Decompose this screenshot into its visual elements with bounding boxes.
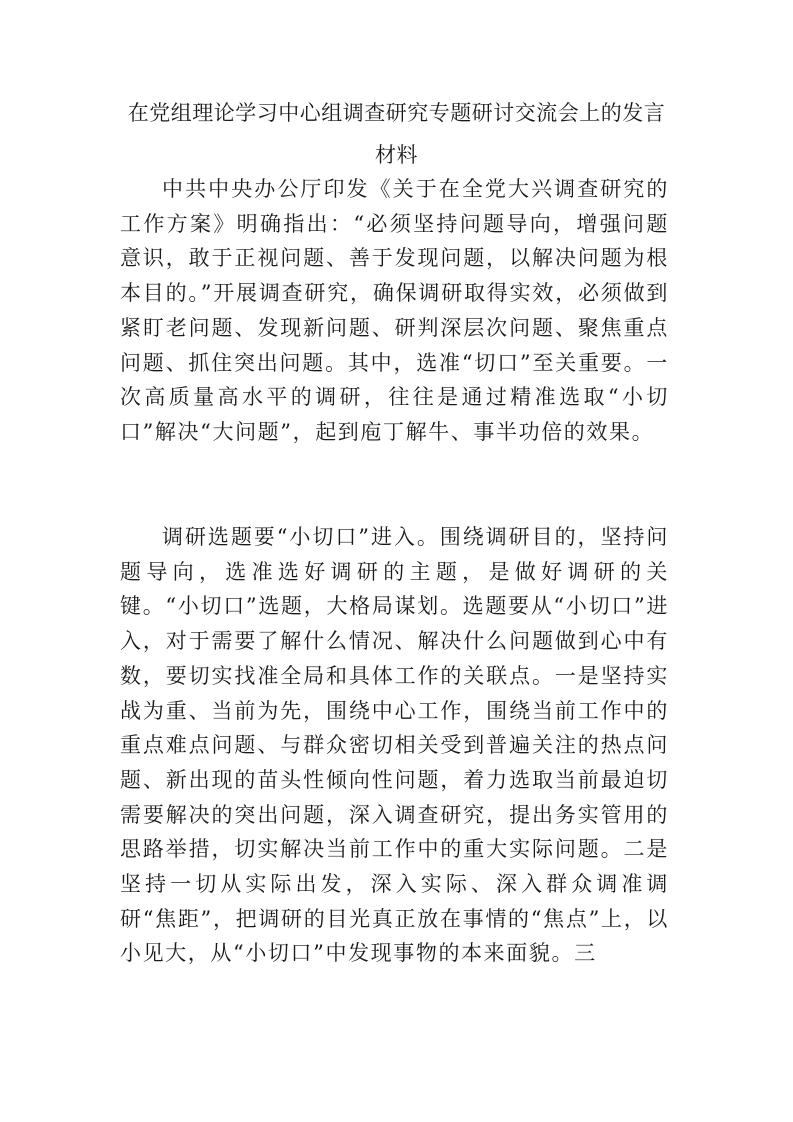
paragraph-topic-selection: 调研选题要“小切口”进入。围绕调研目的，坚持问题导向，选准选好调研的主题，是做好调研的关键。“小切口”选题，大格局谋划。选题要从“小切口”进入，对于需要了解什么情况、解决什么问题做到心中有数，要切实找准全局和具体工作的关联点。一是坚持实战为重、当前为先，围绕中心工作，围绕当前工作中的重点难点问题、与群众密切相关受到普遍关注的热点问题、新出现的苗头性倾向性问题，着力选取当前最迫切需要解决的突出问题，深入调查研究，提出务实管用的思路举措，切实解决当前工作中的重大实际问题。二是坚持一切从实际出发，深入实际、深入群众调准调研“焦距”，把调研的目光真正放在事情的“焦点”上，以小见大，从“小切口”中发现事物的本来面貌。三	[120, 525, 669, 966]
document-title: 在党组理论学习中心组调查研究专题研讨交流会上的发言材料	[127, 101, 666, 167]
paragraph-intro: 中共中央办公厅印发《关于在全党大兴调查研究的工作方案》明确指出：“必须坚持问题导向，增强问题意识，敢于正视问题、善于发现问题，以解决问题为根本目的。”开展调查研究，确保调研取得实效，必须做到紧盯老问题、发现新问题、研判深层次问题、聚焦重点问题、抓住突出问题。其中，选准“切口”至关重要。一次高质量高水平的调研，往往是通过精准选取“小切口”解决“大问题”，起到庖丁解牛、事半功倍的效果。	[120, 177, 669, 444]
